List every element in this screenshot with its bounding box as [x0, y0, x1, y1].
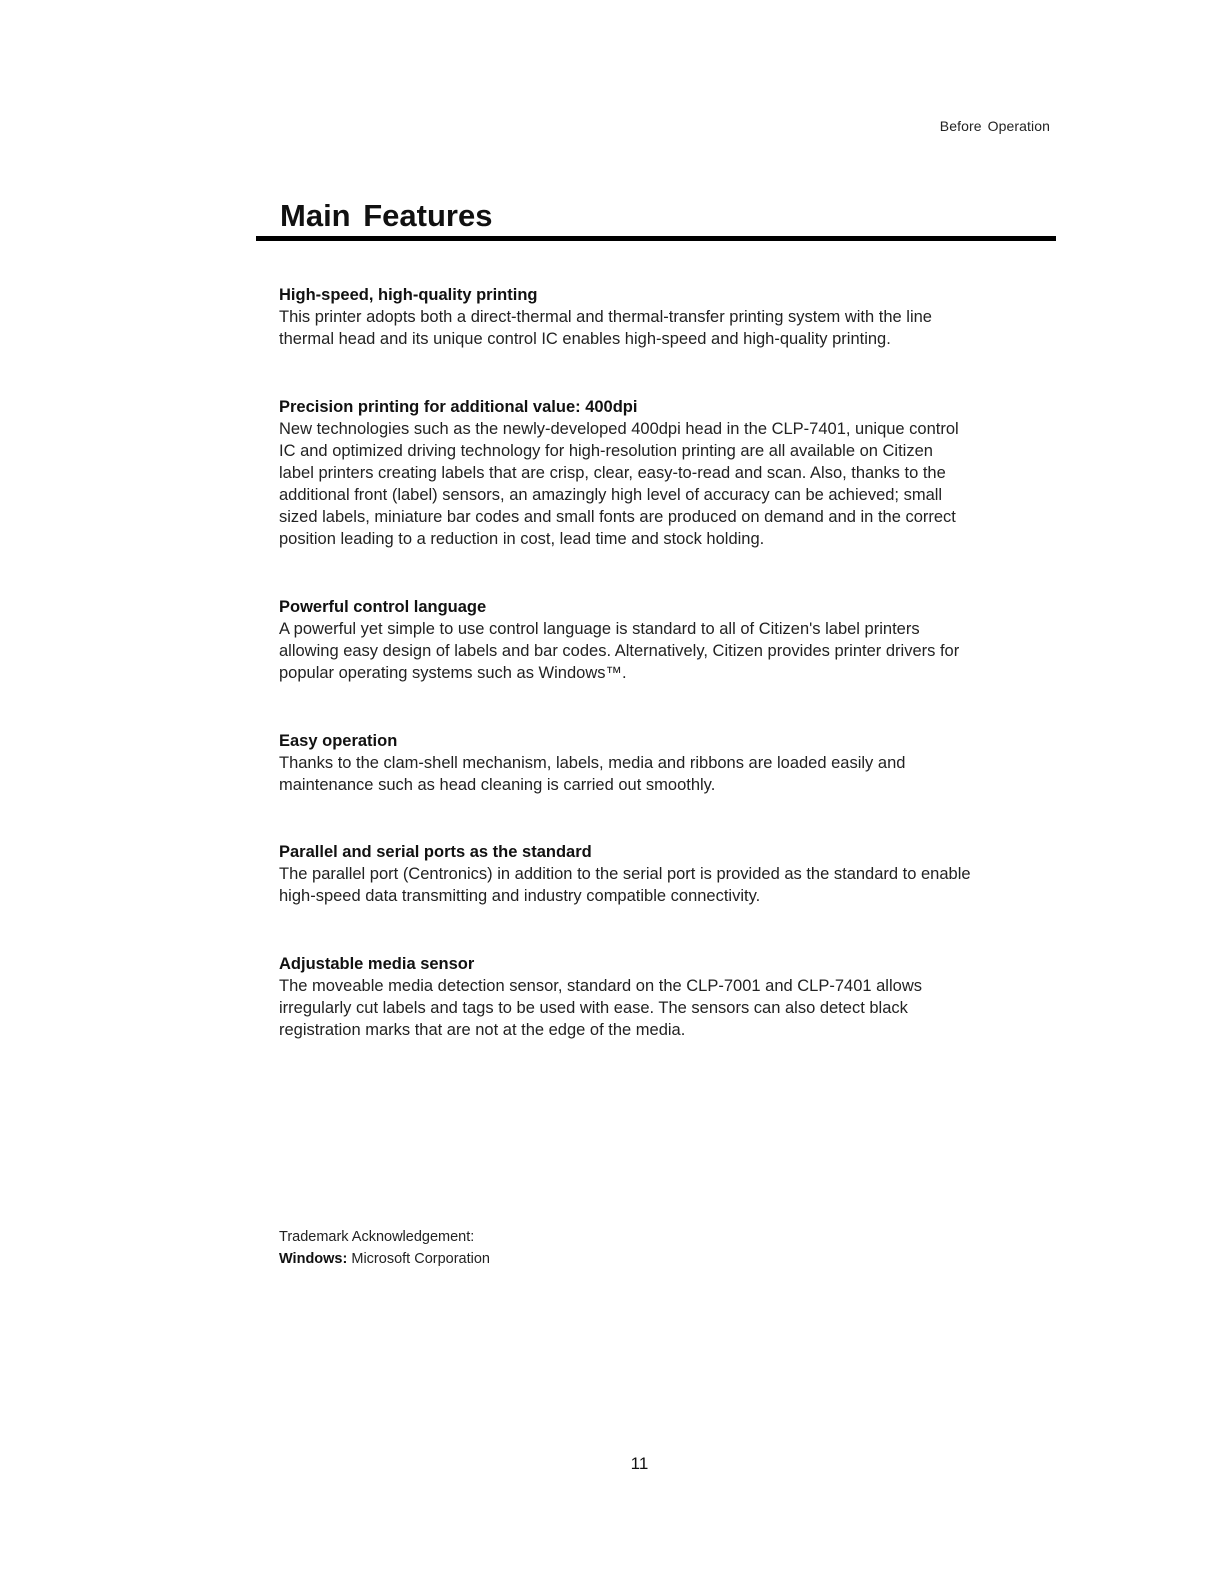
feature-body-line: maintenance such as head cleaning is carried out smoothly. [279, 776, 716, 794]
feature-body-line: label printers creating labels that are crisp, clear, easy-to-read and scan. Also, thanks to the [279, 464, 946, 482]
feature-body-line: A powerful yet simple to use control language is standard to all of Citizen's label printers [279, 620, 920, 638]
feature-body-line: New technologies such as the newly-developed 400dpi head in the CLP-7401, unique control [279, 420, 959, 438]
title-rule [256, 236, 1056, 241]
feature-body-line: sized labels, miniature bar codes and small fonts are produced on demand and in the correct [279, 508, 956, 526]
trademark-label: Windows: [279, 1251, 348, 1267]
feature-body [279, 975, 1039, 1041]
page-title: Main Features [280, 198, 493, 233]
feature-body-line: registration marks that are not at the edge of the media. [279, 1021, 686, 1039]
running-header: Before Operation [939, 118, 1050, 134]
feature-body-line: high-speed data transmitting and industry compatible connectivity. [279, 887, 761, 905]
feature-ports [279, 841, 1039, 907]
feature-body-line: The parallel port (Centronics) in addition to the serial port is provided as the standard to enable [279, 865, 971, 883]
feature-body [279, 752, 1039, 796]
feature-heading: Precision printing for additional value: 400dpi [279, 398, 638, 416]
feature-easy-operation [279, 730, 1039, 796]
feature-body-line: The moveable media detection sensor, standard on the CLP-7001 and CLP-7401 allows [279, 977, 922, 995]
feature-heading: Powerful control language [279, 598, 487, 616]
feature-body-line: thermal head and its unique control IC enables high-speed and high-quality printing. [279, 330, 891, 348]
feature-body-line: additional front (label) sensors, an amazingly high level of accuracy can be achieved; small [279, 486, 943, 504]
feature-high-speed-printing [279, 284, 1039, 350]
feature-heading: Easy operation [279, 732, 398, 750]
feature-body-line: IC and optimized driving technology for high-resolution printing are all available on Citizen [279, 442, 933, 460]
feature-body [279, 306, 1039, 350]
feature-body-line: irregularly cut labels and tags to be used with ease. The sensors can also detect black [279, 999, 908, 1017]
feature-heading: High-speed, high-quality printing [279, 286, 538, 304]
feature-control-language [279, 596, 1039, 684]
trademark-title: Trademark Acknowledgement: [279, 1229, 475, 1245]
feature-body-line: Thanks to the clam-shell mechanism, labels, media and ribbons are loaded easily and [279, 754, 906, 772]
feature-heading: Parallel and serial ports as the standard [279, 843, 592, 861]
feature-precision-printing [279, 396, 1039, 550]
feature-body-line: allowing easy design of labels and bar codes. Alternatively, Citizen provides printer drivers for [279, 642, 960, 660]
trademark-acknowledgement [279, 1226, 490, 1270]
page-number: 11 [630, 1454, 649, 1473]
trademark-owner: Microsoft Corporation [351, 1251, 490, 1267]
feature-body-line: position leading to a reduction in cost, lead time and stock holding. [279, 530, 765, 548]
feature-media-sensor [279, 953, 1039, 1041]
feature-heading: Adjustable media sensor [279, 955, 475, 973]
feature-body [279, 863, 1039, 907]
feature-body [279, 418, 1039, 550]
feature-body-line: popular operating systems such as Windows™. [279, 664, 627, 682]
trademark-entry [279, 1248, 490, 1270]
feature-body-line: This printer adopts both a direct-thermal and thermal-transfer printing system with the line [279, 308, 932, 326]
feature-body [279, 618, 1039, 684]
